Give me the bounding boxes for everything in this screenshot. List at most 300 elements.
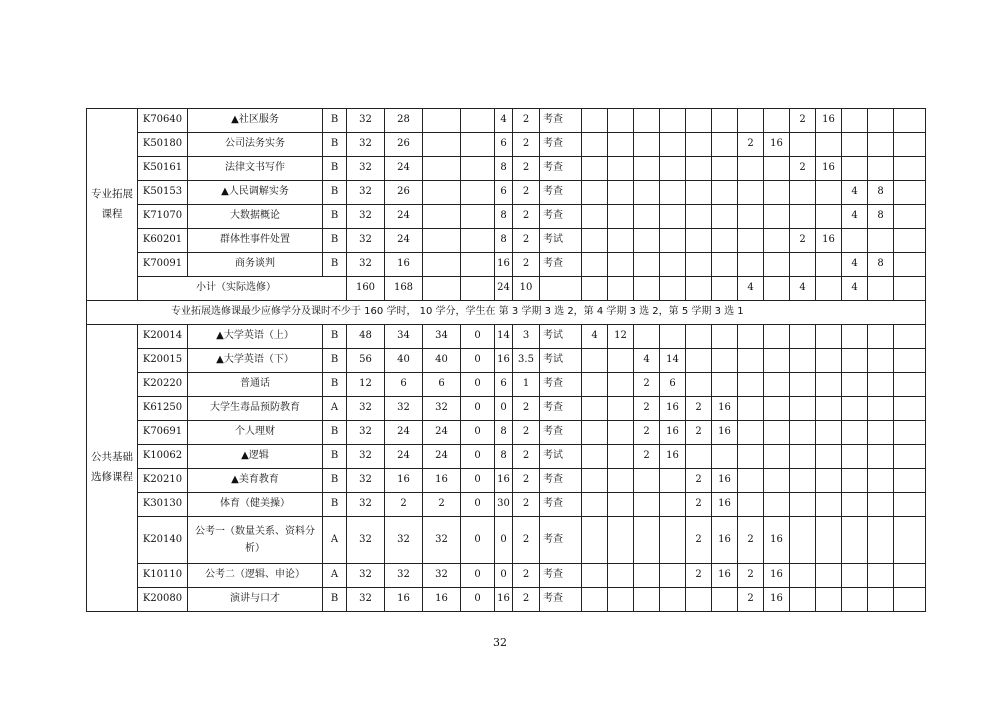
course-weeks: 0 <box>495 517 513 564</box>
semester-cell: 4 <box>738 277 764 301</box>
semester-cell <box>790 205 816 229</box>
course-code: K60201 <box>138 229 188 253</box>
semester-cell <box>738 253 764 277</box>
table-row <box>87 229 926 253</box>
course-code: K10110 <box>138 564 188 588</box>
semester-cell <box>816 397 842 421</box>
semester-cell <box>764 109 790 133</box>
semester-cell <box>660 493 686 517</box>
semester-cell: 6 <box>660 373 686 397</box>
semester-cell: 2 <box>738 517 764 564</box>
semester-cell <box>582 421 608 445</box>
semester-cell: 2 <box>686 469 712 493</box>
semester-cell <box>790 421 816 445</box>
course-code: K10062 <box>138 445 188 469</box>
semester-cell: 4 <box>582 325 608 349</box>
course-col7 <box>461 109 495 133</box>
course-type: A <box>323 517 347 564</box>
course-credit: 1 <box>513 373 540 397</box>
semester-cell <box>764 181 790 205</box>
semester-cell: 16 <box>764 133 790 157</box>
course-total: 32 <box>347 397 385 421</box>
semester-cell <box>790 469 816 493</box>
course-code: K20210 <box>138 469 188 493</box>
semester-cell: 2 <box>686 397 712 421</box>
course-name: 公考一（数量关系、资料分析） <box>188 517 323 564</box>
course-col7: 0 <box>461 325 495 349</box>
course-col7: 0 <box>461 397 495 421</box>
semester-cell <box>634 517 660 564</box>
semester-cell <box>868 469 894 493</box>
course-weeks: 8 <box>495 229 513 253</box>
course-code: K50161 <box>138 157 188 181</box>
semester-cell <box>738 373 764 397</box>
semester-cell <box>686 229 712 253</box>
semester-cell: 4 <box>634 349 660 373</box>
semester-cell: 2 <box>686 517 712 564</box>
semester-cell <box>582 564 608 588</box>
course-type: B <box>323 229 347 253</box>
course-theory: 40 <box>385 349 423 373</box>
course-exam: 考查 <box>540 157 582 181</box>
course-col7: 0 <box>461 373 495 397</box>
course-practice: 16 <box>423 469 461 493</box>
elective-note: 专业拓展选修课最少应修学分及课时不少于 160 学时， 10 学分，学生在 第 3 学期 3 选 2，第 4 学期 3 选 2，第 5 学期 3 选 1 <box>87 301 926 325</box>
table-row <box>87 517 926 564</box>
course-credit: 2 <box>513 229 540 253</box>
course-total: 48 <box>347 325 385 349</box>
semester-cell <box>738 397 764 421</box>
table-row <box>87 205 926 229</box>
semester-cell <box>790 445 816 469</box>
semester-cell <box>608 493 634 517</box>
semester-cell: 2 <box>686 564 712 588</box>
course-theory: 16 <box>385 469 423 493</box>
semester-cell <box>634 229 660 253</box>
course-theory: 26 <box>385 181 423 205</box>
course-code: K70640 <box>138 109 188 133</box>
semester-cell: 16 <box>712 493 738 517</box>
semester-cell <box>894 109 926 133</box>
semester-cell <box>816 588 842 612</box>
semester-cell <box>790 133 816 157</box>
course-practice: 24 <box>423 445 461 469</box>
semester-cell <box>842 421 868 445</box>
course-type: B <box>323 133 347 157</box>
semester-cell <box>712 253 738 277</box>
semester-cell <box>582 253 608 277</box>
subtotal-row <box>87 277 926 301</box>
semester-cell: 2 <box>790 157 816 181</box>
course-total: 32 <box>347 133 385 157</box>
semester-cell: 2 <box>634 421 660 445</box>
course-practice <box>423 253 461 277</box>
course-code: K70091 <box>138 253 188 277</box>
course-exam: 考查 <box>540 253 582 277</box>
course-exam: 考查 <box>540 373 582 397</box>
course-exam: 考查 <box>540 493 582 517</box>
semester-cell <box>894 517 926 564</box>
semester-cell <box>790 181 816 205</box>
course-theory: 24 <box>385 421 423 445</box>
semester-cell <box>764 397 790 421</box>
semester-cell <box>582 133 608 157</box>
semester-cell <box>712 325 738 349</box>
course-exam: 考查 <box>540 109 582 133</box>
course-total: 32 <box>347 181 385 205</box>
course-theory: 16 <box>385 253 423 277</box>
course-theory: 28 <box>385 109 423 133</box>
course-theory: 2 <box>385 493 423 517</box>
course-col7: 0 <box>461 588 495 612</box>
semester-cell <box>712 445 738 469</box>
course-practice: 32 <box>423 517 461 564</box>
semester-cell: 16 <box>712 469 738 493</box>
semester-cell <box>608 109 634 133</box>
semester-cell <box>764 493 790 517</box>
semester-cell <box>686 325 712 349</box>
semester-cell <box>712 277 738 301</box>
course-name: 个人理财 <box>188 421 323 445</box>
semester-cell <box>868 349 894 373</box>
semester-cell <box>842 397 868 421</box>
semester-cell: 4 <box>842 205 868 229</box>
semester-cell <box>608 397 634 421</box>
course-theory: 32 <box>385 517 423 564</box>
semester-cell <box>582 493 608 517</box>
semester-cell <box>582 373 608 397</box>
course-weeks: 0 <box>495 564 513 588</box>
semester-cell <box>608 469 634 493</box>
course-name: 普通话 <box>188 373 323 397</box>
course-col7 <box>461 133 495 157</box>
semester-cell <box>608 205 634 229</box>
table-row <box>87 493 926 517</box>
semester-cell <box>764 205 790 229</box>
semester-cell <box>608 277 634 301</box>
semester-cell <box>582 349 608 373</box>
semester-cell: 16 <box>660 397 686 421</box>
semester-cell <box>712 373 738 397</box>
course-name: ▲大学英语（上） <box>188 325 323 349</box>
course-practice <box>423 109 461 133</box>
semester-cell <box>842 445 868 469</box>
course-exam: 考查 <box>540 469 582 493</box>
curriculum-table-body <box>87 109 926 612</box>
course-code: K20220 <box>138 373 188 397</box>
course-name: 公考二（逻辑、申论） <box>188 564 323 588</box>
semester-cell <box>712 181 738 205</box>
course-total: 32 <box>347 445 385 469</box>
semester-cell <box>790 493 816 517</box>
course-weeks: 6 <box>495 181 513 205</box>
semester-cell <box>764 229 790 253</box>
semester-cell <box>634 493 660 517</box>
semester-cell <box>868 325 894 349</box>
semester-cell <box>738 469 764 493</box>
course-weeks: 8 <box>495 421 513 445</box>
course-exam: 考查 <box>540 181 582 205</box>
semester-cell <box>686 277 712 301</box>
course-exam: 考查 <box>540 517 582 564</box>
course-exam: 考查 <box>540 588 582 612</box>
semester-cell <box>868 373 894 397</box>
course-col7: 0 <box>461 421 495 445</box>
semester-cell <box>738 157 764 181</box>
semester-cell <box>634 277 660 301</box>
course-credit: 2 <box>513 253 540 277</box>
course-name: 演讲与口才 <box>188 588 323 612</box>
table-row <box>87 325 926 349</box>
semester-cell <box>894 205 926 229</box>
course-code: K30130 <box>138 493 188 517</box>
course-code: K71070 <box>138 205 188 229</box>
semester-cell <box>842 517 868 564</box>
semester-cell <box>842 157 868 181</box>
subtotal-credit: 10 <box>513 277 540 301</box>
semester-cell <box>790 397 816 421</box>
course-total: 32 <box>347 253 385 277</box>
course-weeks: 8 <box>495 205 513 229</box>
course-col7 <box>461 181 495 205</box>
course-type: B <box>323 157 347 181</box>
semester-cell <box>686 445 712 469</box>
semester-cell <box>868 157 894 181</box>
course-theory: 6 <box>385 373 423 397</box>
semester-cell: 2 <box>790 109 816 133</box>
course-name: 公司法务实务 <box>188 133 323 157</box>
course-col7: 0 <box>461 445 495 469</box>
course-practice <box>423 205 461 229</box>
semester-cell <box>764 325 790 349</box>
semester-cell <box>894 445 926 469</box>
semester-cell <box>738 493 764 517</box>
semester-cell: 16 <box>816 229 842 253</box>
semester-cell <box>894 325 926 349</box>
semester-cell: 4 <box>842 277 868 301</box>
semester-cell <box>712 157 738 181</box>
subtotal-practice <box>423 277 461 301</box>
semester-cell <box>686 349 712 373</box>
course-total: 32 <box>347 517 385 564</box>
course-name: 体育（健美操） <box>188 493 323 517</box>
group-label-professional: 专业拓展课程 <box>87 109 138 301</box>
course-total: 32 <box>347 229 385 253</box>
course-credit: 2 <box>513 157 540 181</box>
semester-cell: 4 <box>842 253 868 277</box>
semester-cell <box>660 588 686 612</box>
course-type: B <box>323 181 347 205</box>
subtotal-total: 160 <box>347 277 385 301</box>
semester-cell <box>738 421 764 445</box>
semester-cell <box>816 133 842 157</box>
semester-cell <box>894 373 926 397</box>
semester-cell <box>712 349 738 373</box>
semester-cell: 2 <box>634 373 660 397</box>
table-row <box>87 564 926 588</box>
semester-cell <box>634 564 660 588</box>
semester-cell <box>738 349 764 373</box>
semester-cell <box>686 373 712 397</box>
semester-cell <box>868 445 894 469</box>
semester-cell: 2 <box>790 229 816 253</box>
course-exam: 考试 <box>540 445 582 469</box>
semester-cell <box>608 445 634 469</box>
semester-cell: 2 <box>686 421 712 445</box>
semester-cell <box>738 205 764 229</box>
semester-cell <box>738 445 764 469</box>
semester-cell <box>634 253 660 277</box>
course-credit: 2 <box>513 421 540 445</box>
course-col7: 0 <box>461 349 495 373</box>
course-code: K20015 <box>138 349 188 373</box>
course-total: 32 <box>347 157 385 181</box>
course-theory: 24 <box>385 445 423 469</box>
semester-cell <box>634 157 660 181</box>
semester-cell <box>764 469 790 493</box>
semester-cell <box>894 181 926 205</box>
semester-cell <box>868 517 894 564</box>
semester-cell <box>842 133 868 157</box>
semester-cell <box>608 349 634 373</box>
table-row <box>87 133 926 157</box>
semester-cell <box>816 205 842 229</box>
semester-cell <box>764 253 790 277</box>
semester-cell <box>660 253 686 277</box>
semester-cell <box>842 349 868 373</box>
course-practice <box>423 157 461 181</box>
course-code: K61250 <box>138 397 188 421</box>
course-col7 <box>461 253 495 277</box>
course-theory: 34 <box>385 325 423 349</box>
semester-cell <box>738 109 764 133</box>
semester-cell: 8 <box>868 205 894 229</box>
course-weeks: 6 <box>495 373 513 397</box>
course-type: B <box>323 445 347 469</box>
semester-cell <box>582 517 608 564</box>
course-practice <box>423 229 461 253</box>
semester-cell <box>868 564 894 588</box>
subtotal-col7 <box>461 277 495 301</box>
table-row <box>87 469 926 493</box>
course-type: A <box>323 564 347 588</box>
course-total: 32 <box>347 588 385 612</box>
course-practice: 6 <box>423 373 461 397</box>
semester-cell <box>608 588 634 612</box>
table-row <box>87 109 926 133</box>
semester-cell <box>842 564 868 588</box>
subtotal-weeks: 24 <box>495 277 513 301</box>
course-practice: 32 <box>423 564 461 588</box>
course-practice: 2 <box>423 493 461 517</box>
course-total: 32 <box>347 493 385 517</box>
course-name: 大学生毒品预防教育 <box>188 397 323 421</box>
semester-cell <box>712 588 738 612</box>
course-col7 <box>461 205 495 229</box>
course-col7: 0 <box>461 469 495 493</box>
table-row <box>87 157 926 181</box>
course-col7 <box>461 157 495 181</box>
semester-cell <box>582 445 608 469</box>
table-row <box>87 421 926 445</box>
course-credit: 2 <box>513 564 540 588</box>
course-code: K20080 <box>138 588 188 612</box>
course-total: 56 <box>347 349 385 373</box>
course-total: 32 <box>347 109 385 133</box>
semester-cell <box>868 421 894 445</box>
course-total: 32 <box>347 564 385 588</box>
semester-cell <box>764 421 790 445</box>
table-row <box>87 373 926 397</box>
semester-cell <box>842 588 868 612</box>
semester-cell: 14 <box>660 349 686 373</box>
table-row <box>87 445 926 469</box>
semester-cell <box>790 564 816 588</box>
semester-cell <box>868 493 894 517</box>
curriculum-table <box>86 108 926 612</box>
semester-cell: 16 <box>660 421 686 445</box>
semester-cell <box>894 421 926 445</box>
course-col7: 0 <box>461 493 495 517</box>
course-weeks: 8 <box>495 157 513 181</box>
semester-cell <box>816 469 842 493</box>
semester-cell <box>868 588 894 612</box>
semester-cell <box>816 349 842 373</box>
course-type: B <box>323 325 347 349</box>
course-weeks: 30 <box>495 493 513 517</box>
semester-cell <box>608 421 634 445</box>
semester-cell <box>712 109 738 133</box>
semester-cell <box>868 229 894 253</box>
semester-cell <box>894 469 926 493</box>
course-weeks: 8 <box>495 445 513 469</box>
semester-cell <box>634 133 660 157</box>
semester-cell: 2 <box>686 493 712 517</box>
course-code: K50180 <box>138 133 188 157</box>
course-theory: 24 <box>385 205 423 229</box>
semester-cell <box>712 205 738 229</box>
course-exam: 考试 <box>540 229 582 253</box>
semester-cell <box>790 349 816 373</box>
course-type: B <box>323 493 347 517</box>
semester-cell <box>608 253 634 277</box>
semester-cell <box>842 373 868 397</box>
course-type: B <box>323 373 347 397</box>
course-total: 32 <box>347 469 385 493</box>
semester-cell: 12 <box>608 325 634 349</box>
semester-cell <box>816 564 842 588</box>
semester-cell <box>686 181 712 205</box>
course-type: B <box>323 469 347 493</box>
semester-cell <box>634 588 660 612</box>
semester-cell <box>660 277 686 301</box>
course-weeks: 0 <box>495 397 513 421</box>
semester-cell: 16 <box>660 445 686 469</box>
course-credit: 2 <box>513 205 540 229</box>
course-col7 <box>461 229 495 253</box>
course-type: B <box>323 109 347 133</box>
course-theory: 16 <box>385 588 423 612</box>
semester-cell <box>660 205 686 229</box>
course-theory: 24 <box>385 157 423 181</box>
semester-cell <box>660 325 686 349</box>
semester-cell <box>634 469 660 493</box>
course-name: ▲大学英语（下） <box>188 349 323 373</box>
semester-cell <box>790 588 816 612</box>
semester-cell <box>634 181 660 205</box>
semester-cell: 2 <box>634 397 660 421</box>
course-exam: 考查 <box>540 421 582 445</box>
